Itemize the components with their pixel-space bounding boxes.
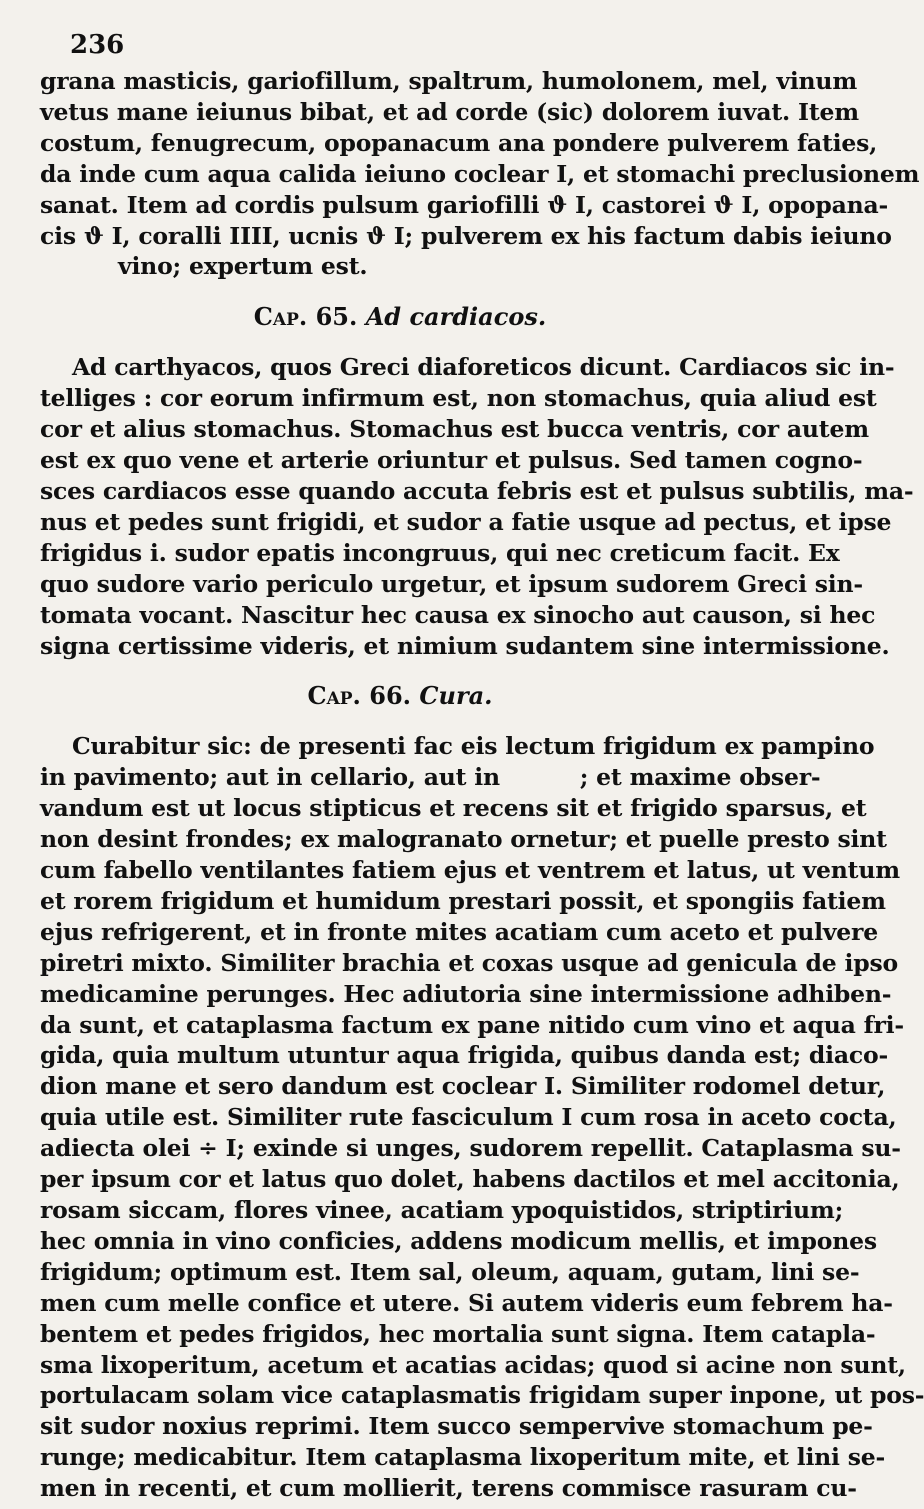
- text-line: vandum est ut locus stipticus et recens sit et frigido sparsus, et: [40, 794, 867, 823]
- text-line: quo sudore vario periculo urgetur, et ipsum sudorem Greci sin-: [40, 569, 863, 598]
- text-line: nus et pedes sunt frigidi, et sudor a fatie usque ad pectus, et ipse: [40, 507, 892, 536]
- paragraph-continuation: [40, 66, 920, 282]
- text-line: Curabitur sic: de presenti fac eis lectum frigidum ex pampino: [72, 732, 875, 761]
- text-line: grana masticis, gariofillum, spaltrum, humolonem, mel, vinum: [40, 67, 857, 95]
- text-line: et rorem frigidum et humidum prestari possit, et spongiis fatiem: [40, 886, 886, 915]
- text-line: gida, quia multum utuntur aqua frigida, quibus danda est; diaco-: [40, 1041, 889, 1070]
- text-line: vino; expertum est.: [118, 252, 368, 281]
- text-line: telliges : cor eorum infirmum est, non stomachus, quia aliud est: [40, 384, 877, 413]
- text-line: sit sudor noxius reprimi. Item succo sempervive stomachum pe-: [40, 1412, 873, 1441]
- text-line: hec omnia in vino conficies, addens modicum mellis, et impones: [40, 1226, 877, 1255]
- text-line: da sunt, et cataplasma factum ex pane nitido cum vino et aqua fri-: [40, 1010, 904, 1039]
- text-line: runge; medicabitur. Item cataplasma lixoperitum mite, et lini se-: [40, 1443, 886, 1472]
- text-line: dion mane et sero dandum est coclear I. Similiter rodomel detur,: [40, 1072, 886, 1101]
- chapter-heading-65: [40, 300, 760, 334]
- chapter-title: Cura.: [419, 681, 493, 711]
- text-line: sma lixoperitum, acetum et acatias acidas; quod si acine non sunt,: [40, 1350, 906, 1379]
- text-line: in pavimento; aut in cellario, aut in ; et maxime obser-: [40, 763, 821, 792]
- text-line: bentem et pedes frigidos, hec mortalia sunt signa. Item catapla-: [40, 1319, 876, 1348]
- text-line: cum fabello ventilantes fatiem ejus et ventrem et latus, ut ventum: [40, 856, 900, 885]
- chapter-heading-66: [40, 679, 760, 713]
- text-line: cor et alius stomachus. Stomachus est bucca ventris, cor autem: [40, 415, 869, 444]
- text-line: men cum melle confice et utere. Si autem videris eum febrem ha-: [40, 1288, 893, 1317]
- text-line: tomata vocant. Nascitur hec causa ex sinocho aut causon, si hec: [40, 600, 876, 629]
- paragraph-ad-cardiacos: [40, 352, 914, 661]
- text-line: signa certissime videris, et nimium sudantem sine intermissione.: [40, 631, 890, 660]
- text-line: piretri mixto. Similiter brachia et coxas usque ad genicula de ipso: [40, 948, 898, 977]
- text-line: ejus refrigerent, et in fronte mites acatiam cum aceto et pulvere: [40, 917, 878, 946]
- text-line: per ipsum cor et latus quo dolet, habens dactilos et mel accitonia,: [40, 1165, 900, 1194]
- chapter-number: Cap. 65.: [253, 302, 358, 332]
- text-line: sces cardiacos esse quando accuta febris est et pulsus subtilis, ma-: [40, 476, 914, 505]
- text-line: medicamine perunges. Hec adiutoria sine intermissione adhiben-: [40, 979, 892, 1008]
- text-line: costum, fenugrecum, opopanacum ana pondere pulverem faties,: [40, 128, 878, 157]
- text-line: est ex quo vene et arterie oriuntur et pulsus. Sed tamen cogno-: [40, 446, 863, 475]
- text-line: frigidum; optimum est. Item sal, oleum, aquam, gutam, lini se-: [40, 1257, 860, 1286]
- text-line: vetus mane ieiunus bibat, et ad corde (sic) dolorem iuvat. Item: [40, 97, 859, 126]
- text-line: rosam siccam, flores vinee, acatiam ypoquistidos, striptirium;: [40, 1196, 844, 1224]
- text-line: Ad carthyacos, quos Greci diaforeticos dicunt. Cardiacos sic in-: [72, 353, 895, 382]
- chapter-number: Cap. 66.: [307, 681, 412, 711]
- text-line: portulacam solam vice cataplasmatis frigidam super inpone, ut pos-: [40, 1381, 924, 1410]
- text-line: da inde cum aqua calida ieiuno coclear I, et stomachi preclusionem: [40, 159, 920, 188]
- text-line: quia utile est. Similiter rute fasciculum I cum rosa in aceto cocta,: [40, 1103, 897, 1132]
- text-line: non desint frondes; ex malogranato ornetur; et puelle presto sint: [40, 825, 887, 854]
- text-line: frigidus i. sudor epatis incongruus, qui nec creticum facit. Ex: [40, 538, 840, 567]
- text-line: sanat. Item ad cordis pulsum gariofilli ϑ I, castorei ϑ I, opopana-: [40, 190, 889, 219]
- text-line: adiecta olei ÷ I; exinde si unges, sudorem repellit. Cataplasma su-: [40, 1134, 901, 1163]
- text-line: cis ϑ I, coralli IIII, ucnis ϑ I; pulverem ex his factum dabis ieiuno: [40, 221, 892, 250]
- paragraph-cura: [40, 731, 924, 1504]
- chapter-title: Ad cardiacos.: [365, 302, 547, 332]
- text-line: men in recenti, et cum mollierit, terens commisce rasuram cu-: [40, 1474, 857, 1503]
- page-number: 236: [70, 30, 125, 60]
